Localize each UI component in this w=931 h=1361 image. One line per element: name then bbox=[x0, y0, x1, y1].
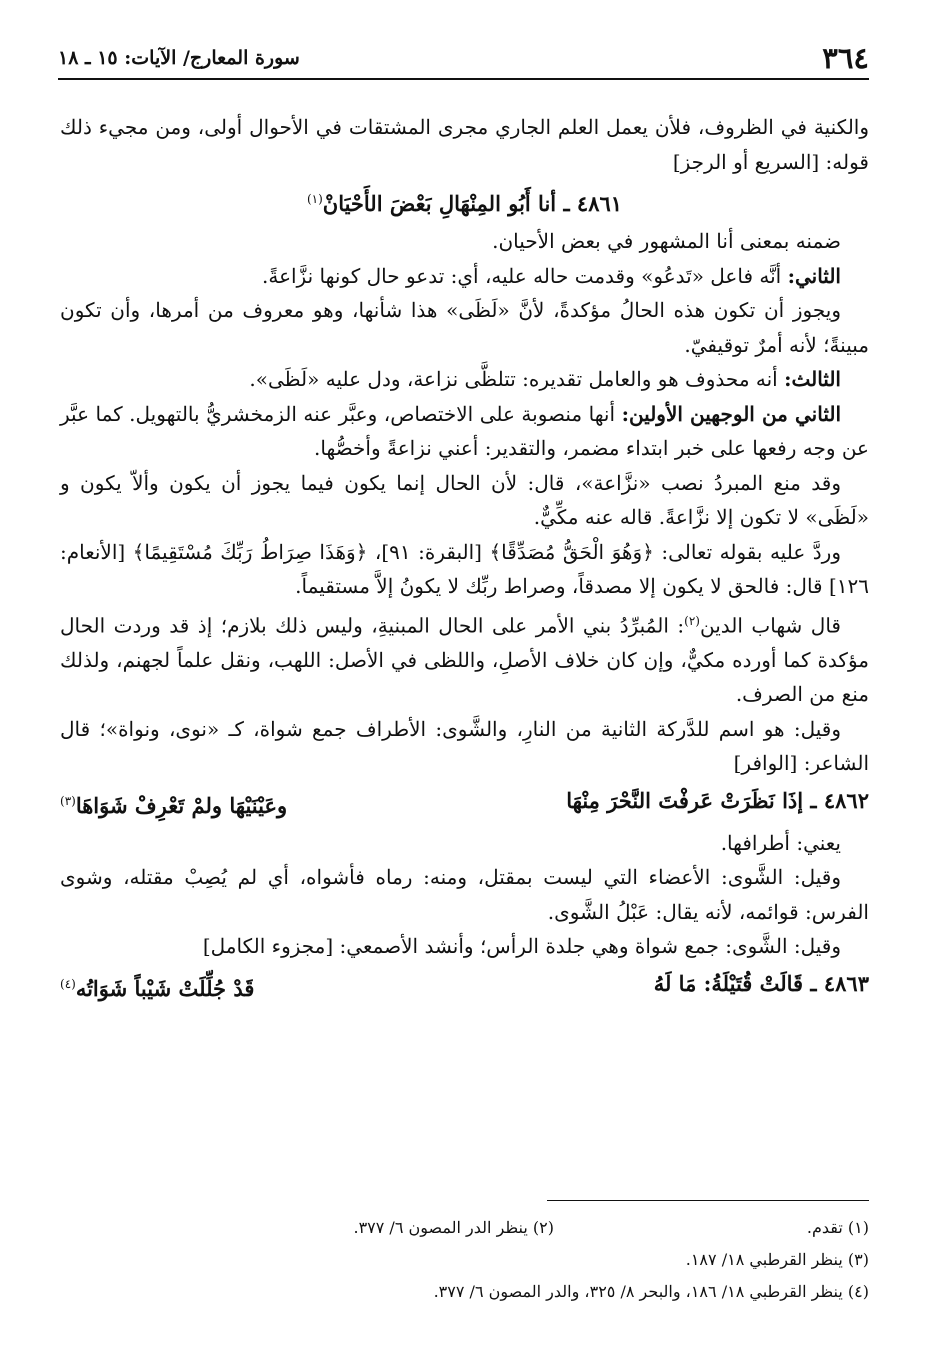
paragraph-text: أنَّه فاعل «تَدعُو» وقدمت حاله عليه، أي: تدعو حال كونها نزَّاعةً. bbox=[261, 263, 788, 288]
paragraph: وقد منع المبردُ نصب «نزَّاعة»، قال: لأن الحال إنما يكون فيما يجوز أن يكون وألاّ يكون و «لَظَى» لا تكون إلا نزَّاعةً. قاله عنه مكِّيٌّ. bbox=[60, 470, 869, 529]
paragraph: ضمنه بمعنى أنا المشهور في بعض الأحيان. bbox=[492, 229, 841, 253]
footnote: (٣) ينظر القرطبي ١٨/ ١٨٧. bbox=[685, 1250, 869, 1269]
verse-hemistich-first: ٤٨٦٢ ـ إذَا نَظَرَتْ عَرفْتَ النَّحْرَ مِنْهَا bbox=[566, 787, 869, 813]
footnote: (١) تقدم. bbox=[806, 1218, 869, 1237]
verse-4862 bbox=[60, 781, 869, 826]
paragraph: وقيل: الشَّوى: الأعضاء التي ليست بمقتل، ومنه: رماه فأشواه، أي لم يُصِبْ مقتله، وشوى الفرس: قوائمه، لأنه يقال: عَبْلُ الشَّوى. bbox=[60, 865, 869, 924]
footnote: (٤) ينظر القرطبي ١٨/ ١٨٦، والبحر ٨/ ٣٢٥، والدر المصون ٦/ ٣٧٧. bbox=[433, 1282, 869, 1301]
page-header bbox=[58, 38, 869, 80]
verse-hemistich-second bbox=[60, 781, 287, 826]
page-number: ٣٦٤ bbox=[822, 41, 869, 75]
paragraph-text: : المُبرِّدُ بني الأمر على الحال المبنيةِ، وليس ذلك بلازم؛ إذ قد وردت الحال مؤكدة كما أورده مكيٌّ، وإن كان خلاف الأصلِ، واللظى في الأصل: اللهب، ونقل علماً لجهنم، ولذلك منع من الصرف. bbox=[60, 613, 869, 707]
footnote-separator bbox=[547, 1200, 869, 1201]
footnote-ref: (١) bbox=[306, 192, 323, 206]
paragraph-text: أنه محذوف هو والعامل تقديره: تتلظَّى نزاعة، ودل عليه «لَظَى». bbox=[249, 367, 785, 391]
paragraph: وقيل: هو اسم للدَّركة الثانية من النارِ، والشَّوى: الأطراف جمع شواة، كـ «نوى، ونواة»؛ قال الشاعر: [الوافر] bbox=[60, 716, 869, 776]
verse-4863 bbox=[60, 964, 869, 1009]
section-label: الثاني من الوجهين الأولين: bbox=[621, 401, 842, 426]
footnote: (٢) ينظر الدر المصون ٦/ ٣٧٧. bbox=[353, 1218, 554, 1237]
verse-text: وعَيْنَيْهَا ولمْ تَعْرِفْ شَوَاهَا bbox=[75, 792, 288, 818]
verse-hemistich-first: ٤٨٦٣ ـ قَالَتْ قُتَيْلَةُ: مَا لَهُ bbox=[653, 970, 869, 996]
paragraph bbox=[60, 604, 869, 712]
paragraph: وقيل: الشَّوى: جمع شواة وهي جلدة الرأس؛ وأنشد الأصمعي: [مجزوء الكامل] bbox=[202, 934, 841, 959]
running-title: سورة المعارج/ الآيات: ١٥ ـ ١٨ bbox=[58, 47, 300, 69]
main-text bbox=[60, 110, 869, 1009]
paragraph-text: قال شهاب الدين bbox=[699, 613, 841, 638]
verse-hemistich-second bbox=[60, 964, 254, 1009]
paragraph: ويجوز أن تكون هذه الحالُ مؤكدةً، لأنَّ «لَظَى» هذا شأنها، وهو معروف من أمرها، وأن تكون مبينةً؛ لأنه أمرٌ توقيفيّ. bbox=[60, 298, 869, 357]
paragraph bbox=[60, 362, 869, 397]
footnote-ref: (٤) bbox=[60, 976, 76, 991]
verse-text: ٤٨٦١ ـ أنا أَبُو المِنْهَالِ بَعْضَ الأَحْيَانْ bbox=[322, 191, 623, 216]
paragraph bbox=[60, 259, 869, 294]
paragraph: والكنية في الظروف، فلأن يعمل العلم الجاري مجرى المشتقات في الأحوال أولى، ومن مجيء ذلك قوله: [السريع أو الرجز] bbox=[60, 115, 869, 174]
section-label: الثالث: bbox=[784, 367, 841, 391]
footnote-ref: (٣) bbox=[60, 793, 76, 808]
verse-text: قَدْ جُلِّلَتْ شَيْباً شَوَاتُه bbox=[75, 975, 255, 1001]
footnote-row bbox=[60, 1212, 869, 1244]
verse-4861 bbox=[60, 179, 869, 224]
paragraph-text: أنها منصوبة على الاختصاص، وعبَّر عنه الزمخشريُّ بالتهويل. كما عبَّر عن وجه رفعها على خبر ابتداء مضمر، والتقدير: أعني نزاعةً وأخصُّها. bbox=[60, 401, 869, 460]
footnotes bbox=[60, 1212, 869, 1308]
paragraph: وردَّ عليه بقوله تعالى: ﴿وَهُوَ الْحَقُّ مُصَدِّقًا﴾ [البقرة: ٩١]، ﴿وَهَذَا صِرَاطُ رَبِّكَ مُسْتَقِيمًا﴾ [الأنعام: ١٢٦] قال: فالحق لا يكون إلا مصدقاً، وصراط ربِّك لا يكونُ إلاَّ مستقيماً. bbox=[60, 539, 869, 598]
footnote-ref: (٢) bbox=[684, 613, 700, 628]
section-label: الثاني: bbox=[787, 263, 841, 288]
paragraph: يعني: أطرافها. bbox=[720, 830, 841, 855]
paragraph bbox=[60, 397, 869, 466]
